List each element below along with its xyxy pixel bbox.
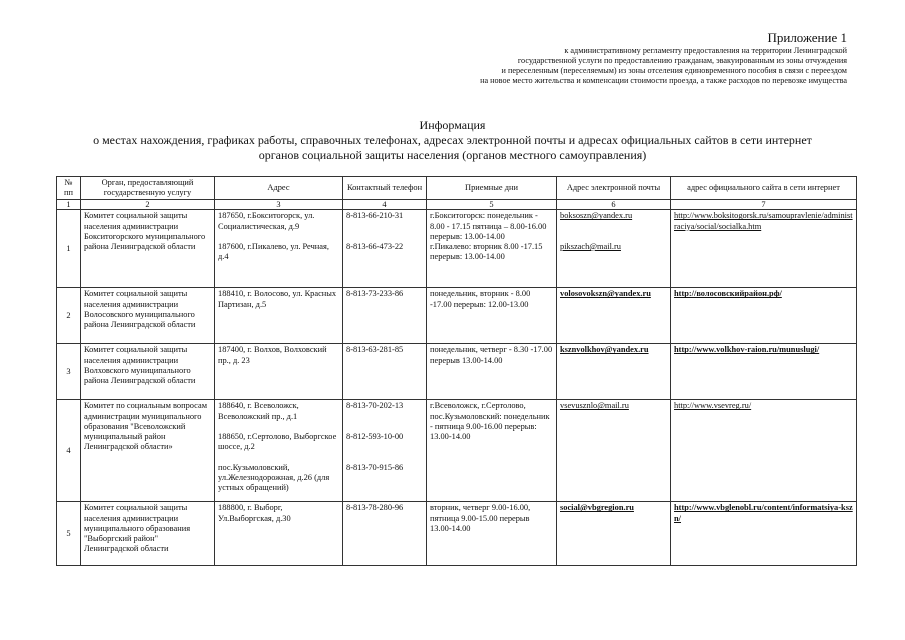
address: 187400, г. Волхов, Волховский пр., д. 23 [215, 344, 343, 400]
reception-days: г.Бокситогорск: понедельник - 8.00 - 17.15 пятница – 8.00-16.00 перерыв: 13.00-14.00 [430, 211, 547, 241]
column-number: 3 [215, 200, 343, 210]
heading-title: Информация [419, 118, 486, 132]
row-number: 1 [57, 210, 81, 288]
col-header-org: Орган, предоставляющий государственную услугу [81, 177, 215, 200]
row-number: 2 [57, 288, 81, 344]
reception-days: г.Пикалево: вторник 8.00 -17.15 перерыв: 13.00-14.00 [430, 242, 543, 262]
email-cell [557, 344, 671, 400]
email-cell [557, 210, 671, 288]
site-link[interactable]: http://www.boksitogorsk.ru/samoupravlenie/administraciya/social/socialka.htm [674, 211, 853, 231]
appendix-title: Приложение 1 [767, 30, 847, 45]
site-cell [671, 288, 857, 344]
document-heading [0, 118, 905, 163]
col-header-days: Приемные дни [427, 177, 557, 200]
address: 188410, г. Волосово, ул. Красных Партизан, д.5 [215, 288, 343, 344]
col-header-num: № пп [57, 177, 81, 200]
table-row [57, 288, 857, 344]
appendix-line: государственной услуги по предоставлению гражданам, эвакуированным из зоны отчуждения [517, 56, 847, 65]
table-row [57, 344, 857, 400]
appendix-line: на новое место жительства и компенсации стоимости проезда, а также расходов по перевозке имущества [480, 76, 847, 85]
column-number: 6 [557, 200, 671, 210]
reception-days: понедельник, четверг - 8.30 -17.00 перерыв 13.00-14.00 [427, 344, 557, 400]
org-name: Комитет социальной защиты населения администрации Бокситогорского муниципального района Ленинградской области [81, 210, 215, 288]
appendix-line: и переселенным (переселяемым) из зоны отселения единовременного пособия в связи с переездом [501, 66, 847, 75]
table-row [57, 400, 857, 502]
address-cell [215, 400, 343, 502]
org-name: Комитет социальной защиты населения администрации муниципального образования "Выборгский район" Ленинградской области [81, 502, 215, 566]
org-name: Комитет социальной защиты населения администрации Волосовского муниципального района Ленинградской области [81, 288, 215, 344]
email-cell [557, 288, 671, 344]
email-link[interactable]: vsevusznlo@mail.ru [560, 401, 629, 411]
address: 188650, г.Сертолово, Выборгское шоссе, д.2 [218, 432, 337, 452]
email-link[interactable]: social@vbgregion.ru [560, 503, 634, 513]
col-header-site: адрес официального сайта в сети интернет [671, 177, 857, 200]
phone: 8-813-63-281-85 [343, 344, 427, 400]
address: 187650, г.Бокситогорск, ул. Социалистическая, д.9 [218, 211, 315, 231]
days-cell [427, 210, 557, 288]
phone-cell [343, 400, 427, 502]
reception-days: понедельник, вторник - 8.00 -17.00 перерыв: 12.00-13.00 [427, 288, 557, 344]
address: 188640, г. Всеволожск, Всеволожский пр., д.1 [218, 401, 299, 421]
org-name: Комитет по социальным вопросам администрации муниципального образования "Всеволожский муниципальный район Ленинградской области» [81, 400, 215, 502]
offices-table [56, 176, 857, 566]
appendix-note [377, 46, 847, 86]
phone: 8-812-593-10-00 [346, 431, 404, 441]
col-header-phone: Контактный телефон [343, 177, 427, 200]
phone: 8-813-73-233-86 [343, 288, 427, 344]
site-cell [671, 210, 857, 288]
column-number: 5 [427, 200, 557, 210]
site-link[interactable]: http://www.volkhov-raion.ru/munuslugi/ [674, 345, 820, 355]
address: 188800, г. Выборг, Ул.Выборгская, д.30 [215, 502, 343, 566]
site-link[interactable]: http://www.vbglenobl.ru/content/informatsiya-kszn/ [674, 503, 853, 523]
column-number: 2 [81, 200, 215, 210]
heading-subtitle-2: органов социальной защиты населения (органов местного самоуправления) [258, 148, 647, 162]
address-cell [215, 210, 343, 288]
email-link[interactable]: boksoszn@yandex.ru [560, 211, 633, 221]
column-number: 7 [671, 200, 857, 210]
email-cell [557, 400, 671, 502]
email-link[interactable]: pikszach@mail.ru [560, 241, 621, 251]
row-number: 4 [57, 400, 81, 502]
site-cell [671, 344, 857, 400]
phone-cell [343, 210, 427, 288]
appendix-line: к административному регламенту предоставления на территории Ленинградской [564, 46, 847, 55]
column-number: 4 [343, 200, 427, 210]
col-header-email: Адрес электронной почты [557, 177, 671, 200]
phone: 8-813-66-210-31 [346, 211, 404, 221]
site-cell [671, 502, 857, 566]
address: пос.Кузьмоловский, ул.Железнодорожная, д.26 (для устных обращений) [218, 462, 330, 492]
email-link[interactable]: volosovokszn@yandex.ru [560, 289, 651, 299]
row-number: 5 [57, 502, 81, 566]
address: 187600, г.Пикалево, ул. Речная, д.4 [218, 242, 329, 262]
column-number: 1 [57, 200, 81, 210]
site-cell [671, 400, 857, 502]
table-row [57, 502, 857, 566]
phone: 8-813-78-280-96 [343, 502, 427, 566]
reception-days: вторник, четверг 9.00-16.00, пятница 9.00-15.00 перерыв 13.00-14.00 [427, 502, 557, 566]
phone: 8-813-66-473-22 [346, 241, 404, 251]
org-name: Комитет социальной защиты населения администрации Волховского муниципального района Ленинградской области [81, 344, 215, 400]
email-link[interactable]: ksznvolkhov@yandex.ru [560, 345, 649, 355]
row-number: 3 [57, 344, 81, 400]
phone: 8-813-70-202-13 [346, 401, 404, 411]
site-link[interactable]: http://www.vsevreg.ru/ [674, 401, 752, 411]
col-header-address: Адрес [215, 177, 343, 200]
phone: 8-813-70-915-86 [346, 462, 404, 472]
table-row [57, 210, 857, 288]
heading-subtitle: о местах нахождения, графиках работы, справочных телефонах, адресах электронной почты и адресах официальных сайтов в сети интернет [93, 133, 812, 147]
table-header-row [57, 177, 857, 200]
site-link[interactable]: http://волосовскийрайон.рф/ [674, 289, 782, 299]
reception-days: г.Всеволожск, г.Сертолово, пос.Кузьмоловский: понедельник - пятница 9.00-16.00 перерыв: 13.00-14.00 [427, 400, 557, 502]
column-number-row [57, 200, 857, 210]
email-cell [557, 502, 671, 566]
